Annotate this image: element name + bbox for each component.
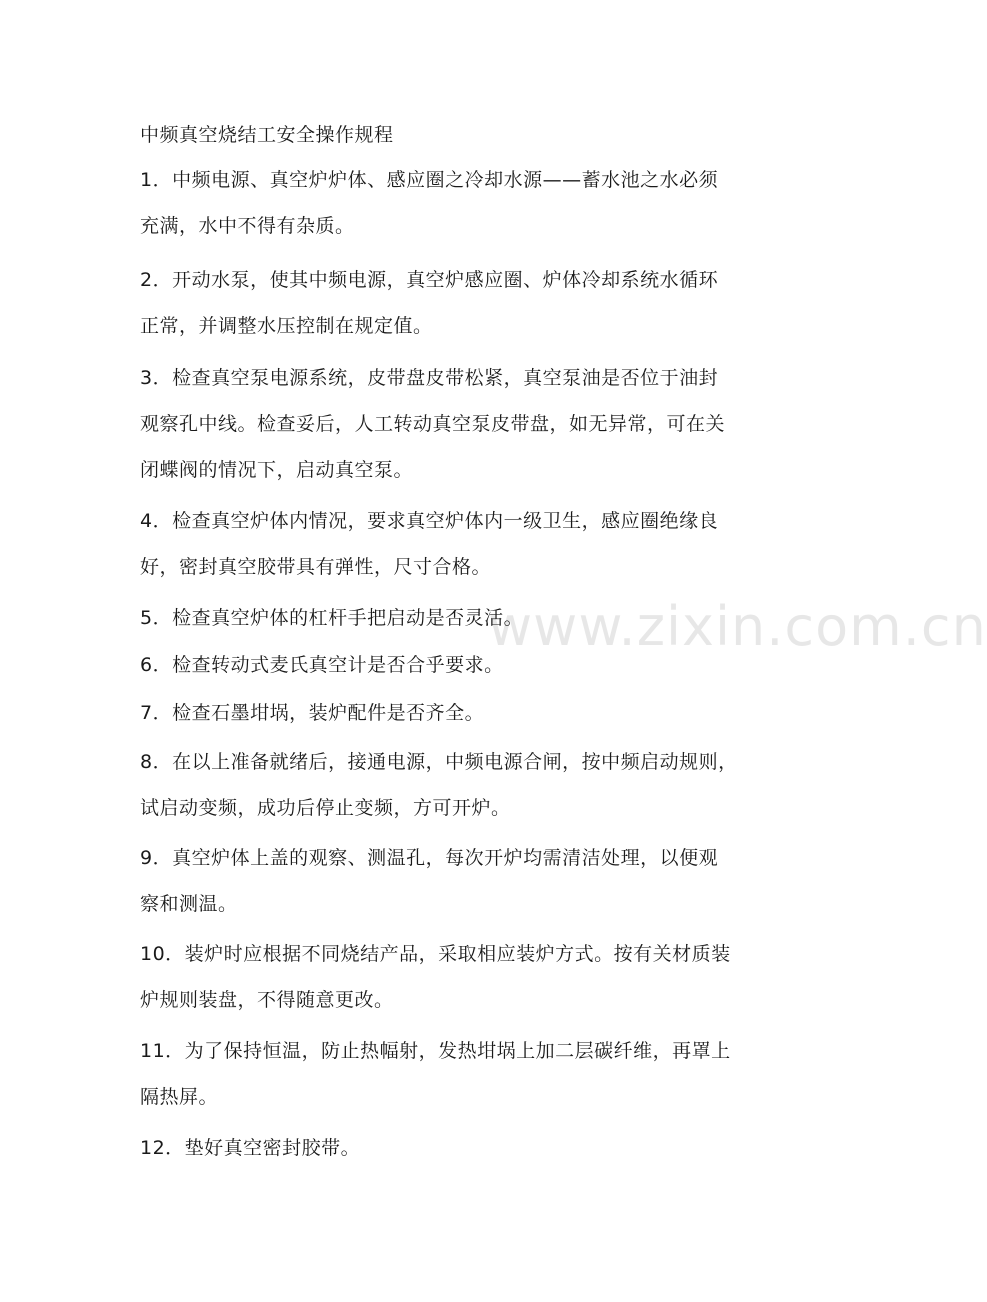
list-item: [140, 1125, 800, 1171]
watermark: www.zixin.com.cn: [488, 595, 987, 658]
list-item: [140, 355, 800, 493]
item-line: 7．检查石墨坩埚，装炉配件是否齐全。: [140, 702, 485, 724]
item-line: 充满，水中不得有杂质。: [140, 215, 355, 237]
item-line: 察和测温。: [140, 893, 238, 915]
item-line: 好，密封真空胶带具有弹性，尺寸合格。: [140, 556, 492, 578]
item-line: 闭蝶阀的情况下，启动真空泵。: [140, 459, 414, 481]
item-line: 炉规则装盘，不得随意更改。: [140, 989, 394, 1011]
document-title: 中频真空烧结工安全操作规程: [140, 124, 394, 146]
item-line: 5．检查真空炉体的杠杆手把启动是否灵活。: [140, 607, 524, 629]
list-item: [140, 931, 800, 1023]
list-item: [140, 257, 800, 349]
list-item: [140, 498, 800, 590]
item-line: 2．开动水泵，使其中频电源，真空炉感应圈、炉体冷却系统水循环: [140, 269, 719, 291]
item-line: 正常，并调整水压控制在规定值。: [140, 315, 433, 337]
item-line: 9．真空炉体上盖的观察、测温孔，每次开炉均需清洁处理，以便观: [140, 847, 719, 869]
list-item: [140, 739, 800, 831]
item-line: 12．垫好真空密封胶带。: [140, 1137, 361, 1159]
item-line: 隔热屏。: [140, 1086, 219, 1108]
item-line: 试启动变频，成功后停止变频，方可开炉。: [140, 797, 511, 819]
item-line: 8．在以上准备就绪后，接通电源，中频电源合闸，按中频启动规则，: [140, 751, 738, 773]
item-line: 1．中频电源、真空炉炉体、感应圈之冷却水源——蓄水池之水必须: [140, 169, 719, 191]
item-line: 4．检查真空炉体内情况，要求真空炉体内一级卫生，感应圈绝缘良: [140, 510, 719, 532]
list-item: [140, 835, 800, 927]
item-line: 6．检查转动式麦氏真空计是否合乎要求。: [140, 654, 504, 676]
list-item: [140, 690, 800, 736]
list-item: [140, 642, 800, 688]
item-line: 3．检查真空泵电源系统，皮带盘皮带松紧，真空泵油是否位于油封: [140, 367, 719, 389]
list-item: [140, 157, 800, 249]
item-line: 10．装炉时应根据不同烧结产品，采取相应装炉方式。按有关材质装: [140, 943, 731, 965]
list-item: [140, 1028, 800, 1120]
item-line: 11．为了保持恒温，防止热幅射，发热坩埚上加二层碳纤维，再罩上: [140, 1040, 731, 1062]
item-line: 观察孔中线。检查妥后，人工转动真空泵皮带盘，如无异常，可在关: [140, 413, 726, 435]
list-item: [140, 595, 800, 641]
